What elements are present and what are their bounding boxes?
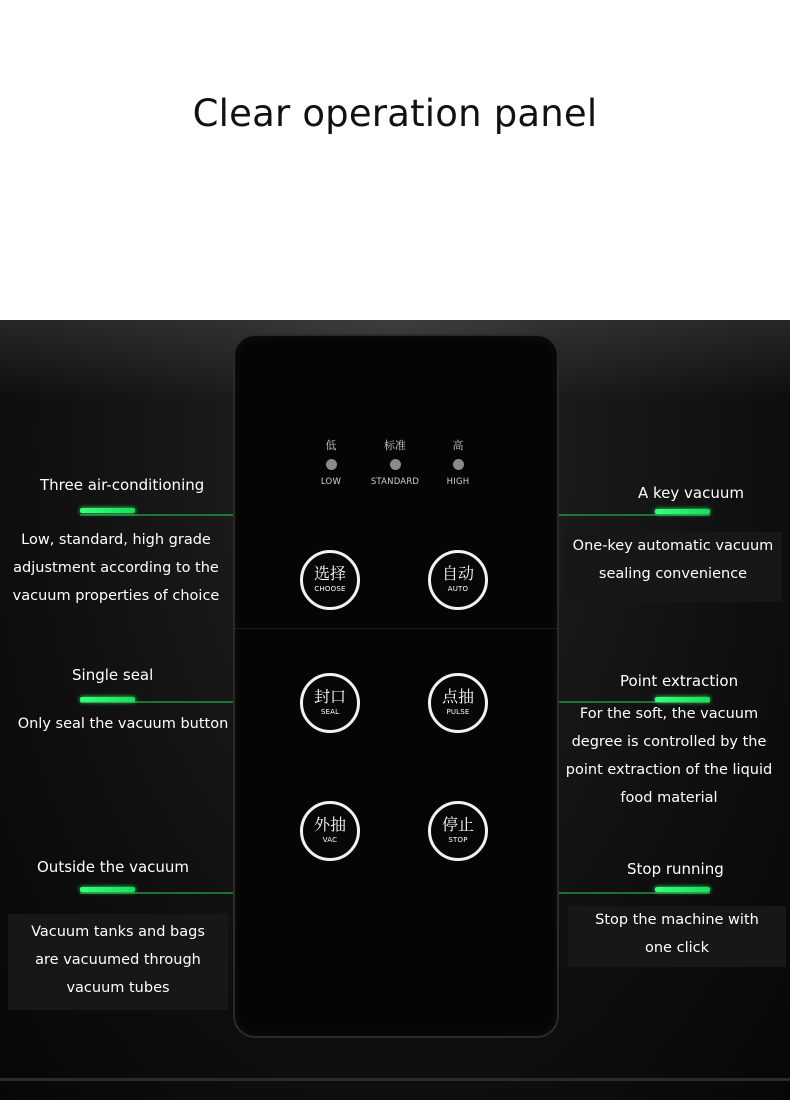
- pulse-button[interactable]: [428, 673, 488, 733]
- stop-button-en: STOP: [448, 836, 468, 844]
- stop-button-zh: 停止: [441, 815, 474, 834]
- auto-callout-label: A key vacuum: [638, 484, 744, 502]
- choose-desc-line: vacuum properties of choice: [12, 588, 220, 604]
- vac-desc-line: Vacuum tanks and bags: [31, 924, 205, 940]
- choose-button-en: CHOOSE: [314, 585, 346, 593]
- pulse-desc-line: point extraction of the liquid: [565, 762, 773, 778]
- indicator-standard-light: [390, 459, 401, 470]
- indicator-low-light: [326, 459, 337, 470]
- vac-button[interactable]: [300, 801, 360, 861]
- stop-desc-line: one click: [645, 940, 709, 956]
- auto-callout-bar: [655, 509, 710, 514]
- choose-callout-bar: [80, 508, 135, 513]
- choose-button[interactable]: [300, 550, 360, 610]
- seal-button-zh: 封口: [313, 687, 346, 706]
- pulse-callout-desc: [558, 700, 780, 812]
- device-bottom-edge: [0, 1078, 790, 1081]
- pulse-callout-label: Point extraction: [620, 672, 739, 690]
- stop-callout-bar: [655, 887, 710, 892]
- seal-desc-line: Only seal the vacuum button: [17, 716, 229, 732]
- stop-callout-desc: [568, 906, 786, 967]
- pulse-desc-line: For the soft, the vacuum: [579, 706, 759, 722]
- auto-button-zh: 自动: [441, 564, 474, 583]
- indicator-high-zh: 高: [452, 439, 464, 452]
- choose-button-zh: 选择: [313, 564, 346, 583]
- pulse-desc-line: food material: [620, 790, 718, 806]
- indicator-standard-zh: 标准: [384, 439, 406, 452]
- choose-callout-desc: [5, 526, 227, 610]
- auto-desc-line: One-key automatic vacuum: [572, 538, 774, 554]
- vac-button-zh: 外抽: [313, 815, 346, 834]
- vac-callout-desc: [8, 914, 228, 1010]
- indicator-low-en: LOW: [320, 477, 342, 487]
- seal-callout-label: Single seal: [72, 666, 154, 684]
- stop-callout-label: Stop running: [627, 860, 724, 878]
- stop-button[interactable]: [428, 801, 488, 861]
- auto-callout-desc: [564, 532, 782, 602]
- choose-callout-label: Three air-conditioning: [40, 476, 205, 494]
- pulse-button-en: PULSE: [446, 708, 470, 716]
- pulse-desc-line: degree is controlled by the: [571, 734, 767, 750]
- pulse-button-zh: 点抽: [441, 687, 474, 706]
- auto-button-en: AUTO: [447, 585, 469, 593]
- vac-desc-line: are vacuumed through: [35, 952, 201, 968]
- panel-seam: [235, 628, 557, 629]
- choose-desc-line: Low, standard, high grade: [21, 532, 211, 548]
- page-headline: Clear operation panel: [192, 92, 598, 135]
- seal-callout-desc: [10, 710, 236, 738]
- choose-desc-line: adjustment according to the: [13, 560, 219, 576]
- indicator-standard-en: STANDARD: [370, 477, 420, 487]
- seal-button[interactable]: [300, 673, 360, 733]
- auto-desc-line: sealing convenience: [598, 566, 748, 582]
- indicator-low-zh: 低: [325, 439, 337, 452]
- seal-button-en: SEAL: [320, 708, 340, 716]
- stop-desc-line: Stop the machine with: [595, 912, 759, 928]
- auto-button[interactable]: [428, 550, 488, 610]
- vac-callout-bar: [80, 887, 135, 892]
- indicator-high-en: HIGH: [446, 477, 470, 487]
- vac-button-en: VAC: [322, 836, 338, 844]
- indicator-high: [413, 437, 503, 487]
- product-photo: [0, 320, 790, 1100]
- seal-callout-bar: [80, 697, 135, 702]
- vac-desc-line: vacuum tubes: [66, 980, 170, 996]
- vac-callout-label: Outside the vacuum: [37, 858, 190, 876]
- indicator-high-light: [453, 459, 464, 470]
